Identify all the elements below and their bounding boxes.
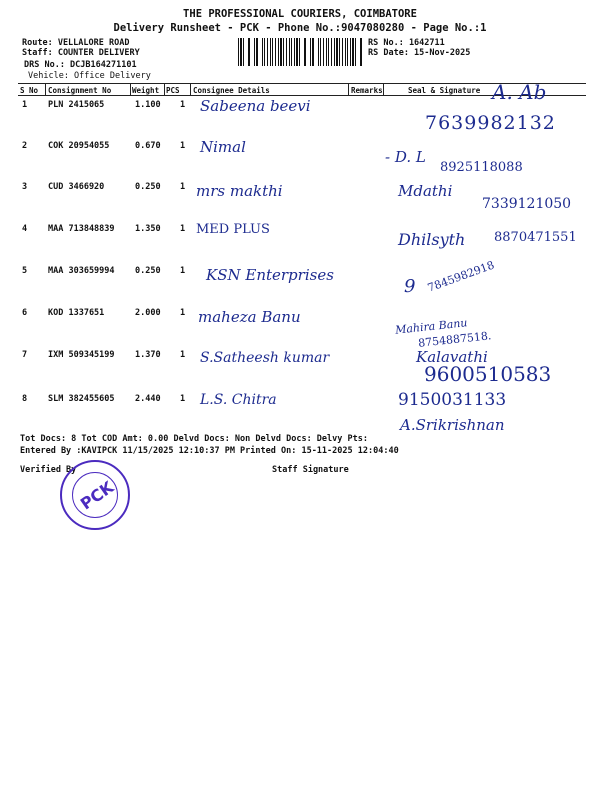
col-header-consignment: Consignment No <box>48 86 112 95</box>
row-signature: Mdathi <box>398 182 453 200</box>
row-sno: 2 <box>22 141 28 151</box>
row-weight: 0.250 <box>135 182 161 192</box>
row-consignment: MAA 713848839 <box>48 224 115 234</box>
row-phone: 7845982918 <box>425 258 497 295</box>
row-phone: 8870471551 <box>494 230 577 245</box>
col-header-remarks: Remarks <box>351 86 383 95</box>
rs-number: RS No.: 1642711 <box>368 38 445 48</box>
row-phone: 9600510583 <box>424 362 552 386</box>
row-pcs: 1 <box>180 141 186 151</box>
row-sno: 3 <box>22 182 28 192</box>
route-label: Route: VELLALORE ROAD <box>22 38 130 48</box>
col-divider <box>383 83 384 95</box>
row-signature: - D. L <box>385 148 426 166</box>
row-signature: 9 <box>404 276 416 297</box>
staff-label: Staff: COUNTER DELIVERY <box>22 48 140 58</box>
row-consignment: PLN 2415065 <box>48 100 105 110</box>
row-sno: 5 <box>22 266 28 276</box>
company-title: THE PROFESSIONAL COURIERS, COIMBATORE <box>183 8 417 20</box>
row-consignee: KSN Enterprises <box>206 266 334 284</box>
row-pcs: 1 <box>180 394 186 404</box>
row-sno: 8 <box>22 394 28 404</box>
row-phone: 8925118088 <box>440 160 523 175</box>
col-header-sno: S No <box>20 86 39 95</box>
row-consignee: mrs makthi <box>196 182 283 200</box>
row-consignee: maheza Banu <box>198 308 301 326</box>
row-signature: Kalavathi <box>416 348 488 366</box>
row-sno: 1 <box>22 100 28 110</box>
col-divider <box>130 83 131 95</box>
pck-stamp <box>60 460 130 530</box>
runsheet-subtitle: Delivery Runsheet - PCK - Phone No.:9047080280 - Page No.:1 <box>113 22 487 34</box>
row-consignment: CUD 3466920 <box>48 182 105 192</box>
row-consignment: IXM 509345199 <box>48 350 115 360</box>
rs-date: RS Date: 15-Nov-2025 <box>368 48 471 58</box>
row-sno: 7 <box>22 350 28 360</box>
col-divider <box>45 83 46 95</box>
row-consignee: S.Satheesh kumar <box>200 350 330 366</box>
row-weight: 2.000 <box>135 308 161 318</box>
col-header-consignee: Consignee Details <box>193 86 270 95</box>
row-weight: 1.350 <box>135 224 161 234</box>
row-weight: 1.370 <box>135 350 161 360</box>
row-consignment: KOD 1337651 <box>48 308 105 318</box>
col-divider <box>164 83 165 95</box>
vehicle-label: Vehicle: Office Delivery <box>28 71 151 81</box>
entered-by-line: Entered By :KAVIPCK 11/15/2025 12:10:37 PM Printed On: 15-11-2025 12:04:40 <box>20 446 399 456</box>
row-signature: Dhilsyth <box>398 230 466 249</box>
row-phone: 9150031133 <box>398 390 507 410</box>
row-pcs: 1 <box>180 350 186 360</box>
row-pcs: 1 <box>180 224 186 234</box>
row-pcs: 1 <box>180 182 186 192</box>
row-consignment: SLM 382455605 <box>48 394 115 404</box>
row-weight: 1.100 <box>135 100 161 110</box>
row-consignee: Sabeena beevi <box>200 97 311 115</box>
row-consignment: COK 20954055 <box>48 141 110 151</box>
col-divider <box>190 83 191 95</box>
staff-signature-label: Staff Signature <box>272 465 349 475</box>
totals-line: Tot Docs: 8 Tot COD Amt: 0.00 Delvd Docs: Non Delvd Docs: Delvy Pts: <box>20 434 368 444</box>
row-phone: 7639982132 <box>425 112 556 134</box>
row-sno: 4 <box>22 224 28 234</box>
verified-by-label: Verified By <box>20 465 77 475</box>
row-consignment: MAA 303659994 <box>48 266 115 276</box>
col-header-weight: Weight <box>132 86 160 95</box>
row-signature: A.Srikrishnan <box>400 416 505 434</box>
row-phone: 7339121050 <box>482 196 572 212</box>
row-pcs: 1 <box>180 308 186 318</box>
row-consignee: L.S. Chitra <box>200 392 277 408</box>
row-signature: Mahira Banu <box>394 316 469 337</box>
col-header-pcs: PCS <box>166 86 180 95</box>
row-weight: 2.440 <box>135 394 161 404</box>
drs-number: DRS No.: DCJB164271101 <box>24 60 137 70</box>
row-weight: 0.250 <box>135 266 161 276</box>
row-consignee: MED PLUS <box>196 222 270 237</box>
row-weight: 0.670 <box>135 141 161 151</box>
stamp-text: PCK <box>76 477 118 514</box>
row-phone: 8754887518. <box>417 329 492 350</box>
row-signature: A. Ab <box>492 80 547 104</box>
barcode-gaps <box>238 38 364 66</box>
col-header-signature: Seal & Signature <box>408 86 481 95</box>
row-pcs: 1 <box>180 100 186 110</box>
col-divider <box>348 83 349 95</box>
row-consignee: Nimal <box>200 138 246 156</box>
row-pcs: 1 <box>180 266 186 276</box>
row-sno: 6 <box>22 308 28 318</box>
